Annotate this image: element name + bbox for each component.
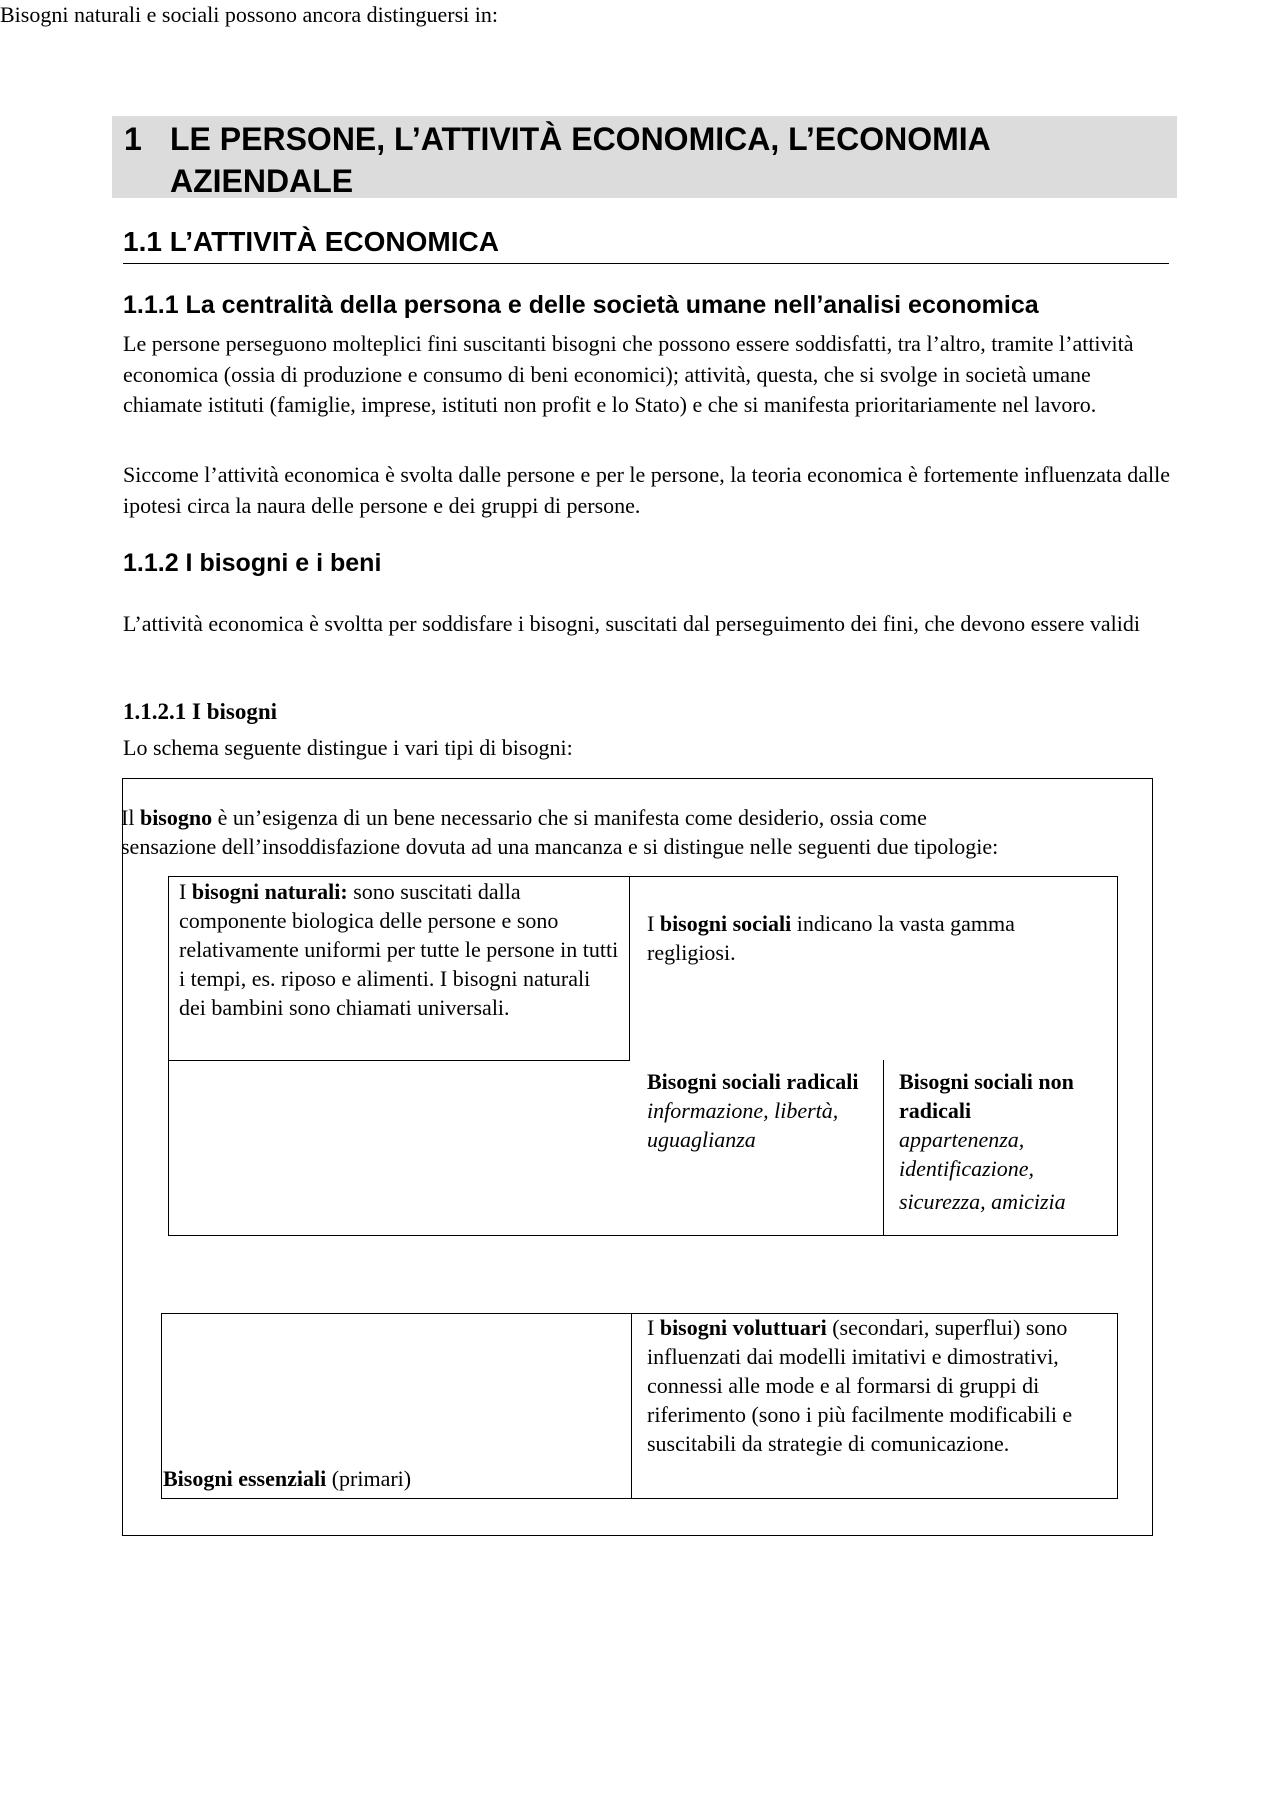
further-distinction-text: Bisogni naturali e sociali possono ancora distinguersi in: (0, 2, 498, 27)
need-definition-pre: Il (121, 805, 140, 830)
essential-needs-rest: (primari) (326, 1466, 412, 1491)
voluntary-needs-rest: (secondari, superflui) sono influenzati dai modelli imitativi e dimostrativi, connessi alle mode e al formarsi di gruppi di riferimento (sono i più facilmente modificabili e suscitabili da strategie di comunicazione. (647, 1315, 1073, 1456)
radical-social-needs (647, 1067, 877, 1154)
nonradical-social-needs-examples-last: sicurezza, amicizia (899, 1189, 1066, 1214)
paragraph-2: Siccome l’attività economica è svolta dalle persone e per le persone, la teoria economica è fortemente influenzata dalle ipotesi circa la naura delle persone e dei gruppi di persone. (123, 462, 1170, 518)
radical-social-needs-title: Bisogni sociali radicali (647, 1069, 859, 1094)
voluntary-needs-pre: I (647, 1315, 660, 1340)
natural-needs-text (179, 877, 619, 1022)
paragraph-3: L’attività economica è svoltta per soddisfare i bisogni, suscitati dal perseguimento dei fini, che devono essere validi (123, 611, 1141, 636)
need-definition-bold: bisogno (139, 805, 213, 830)
social-needs-cell (630, 876, 1118, 1061)
essential-needs-text (163, 1464, 411, 1493)
need-definition-line1: è un’esigenza di un bene necessario che si manifesta come desiderio, ossia come (212, 805, 927, 830)
need-definition-line2: sensazione dell’insoddisfazione dovuta ad una mancanza e si distingue nelle seguenti due tipologie: (121, 834, 999, 859)
chapter-title: LE PERSONE, L’ATTIVITÀ ECONOMICA, L’ECONOMIA AZIENDALE (170, 121, 990, 199)
subsection-title-1: 1.1.1 La centralità della persona e delle società umane nell’analisi economica (123, 291, 1039, 319)
chapter-heading (112, 116, 1177, 198)
nonradical-social-needs-title: Bisogni sociali non radicali (899, 1069, 1074, 1123)
natural-needs-rest: sono suscitati dalla componente biologica delle persone e sono relativamente uniformi per tutte le persone in tutti i tempi, es. riposo e alimenti. I bisogni naturali dei bambini sono chiamati universali. (179, 879, 619, 1020)
social-needs-pre: I (647, 911, 660, 936)
subsubsection-title: 1.1.2.1 I bisogni (123, 699, 278, 724)
social-needs-bold: bisogni sociali (659, 911, 792, 936)
essential-needs-bold: Bisogni essenziali (163, 1466, 327, 1491)
chapter-number: 1 (124, 121, 142, 157)
social-needs-rest: indicano la vasta gamma regligiosi. (647, 911, 1015, 965)
section-rule (123, 263, 1169, 264)
nonradical-social-needs-examples: appartenenza, identificazione, (899, 1127, 1035, 1181)
social-split-divider (883, 1060, 884, 1236)
section-title: 1.1 L’ATTIVITÀ ECONOMICA (123, 226, 499, 257)
empty-lower-cell (168, 1060, 630, 1236)
need-definition (121, 803, 1181, 861)
natural-needs-pre: I (179, 879, 192, 904)
radical-social-needs-examples: informazione, libertà, uguaglianza (647, 1098, 839, 1152)
voluntary-needs-bold: bisogni voluttuari (659, 1315, 827, 1340)
paragraph-1: Le persone perseguono molteplici fini suscitanti bisogni che possono essere soddisfatti, tra l’altro, tramite l’attività economica (ossia di produzione e consumo di beni economici); attività, questa, che si svolge in società umane chiamate istituti (famiglie, imprese, istituti non profit e lo Stato) e che si manifesta prioritariamente nel lavoro. (123, 331, 1134, 417)
table-bottom-rule (168, 1235, 1118, 1236)
essential-voluntary-divider (631, 1313, 632, 1499)
schema-intro: Lo schema seguente distingue i vari tipi di bisogni: (123, 735, 573, 760)
social-needs-text (647, 909, 1107, 967)
subsection-title-2: 1.1.2 I bisogni e i beni (123, 549, 382, 577)
table-right-rule (1117, 1060, 1118, 1236)
nonradical-social-needs (899, 1067, 1114, 1216)
voluntary-needs-text (647, 1313, 1112, 1458)
natural-needs-bold: bisogni naturali: (191, 879, 348, 904)
